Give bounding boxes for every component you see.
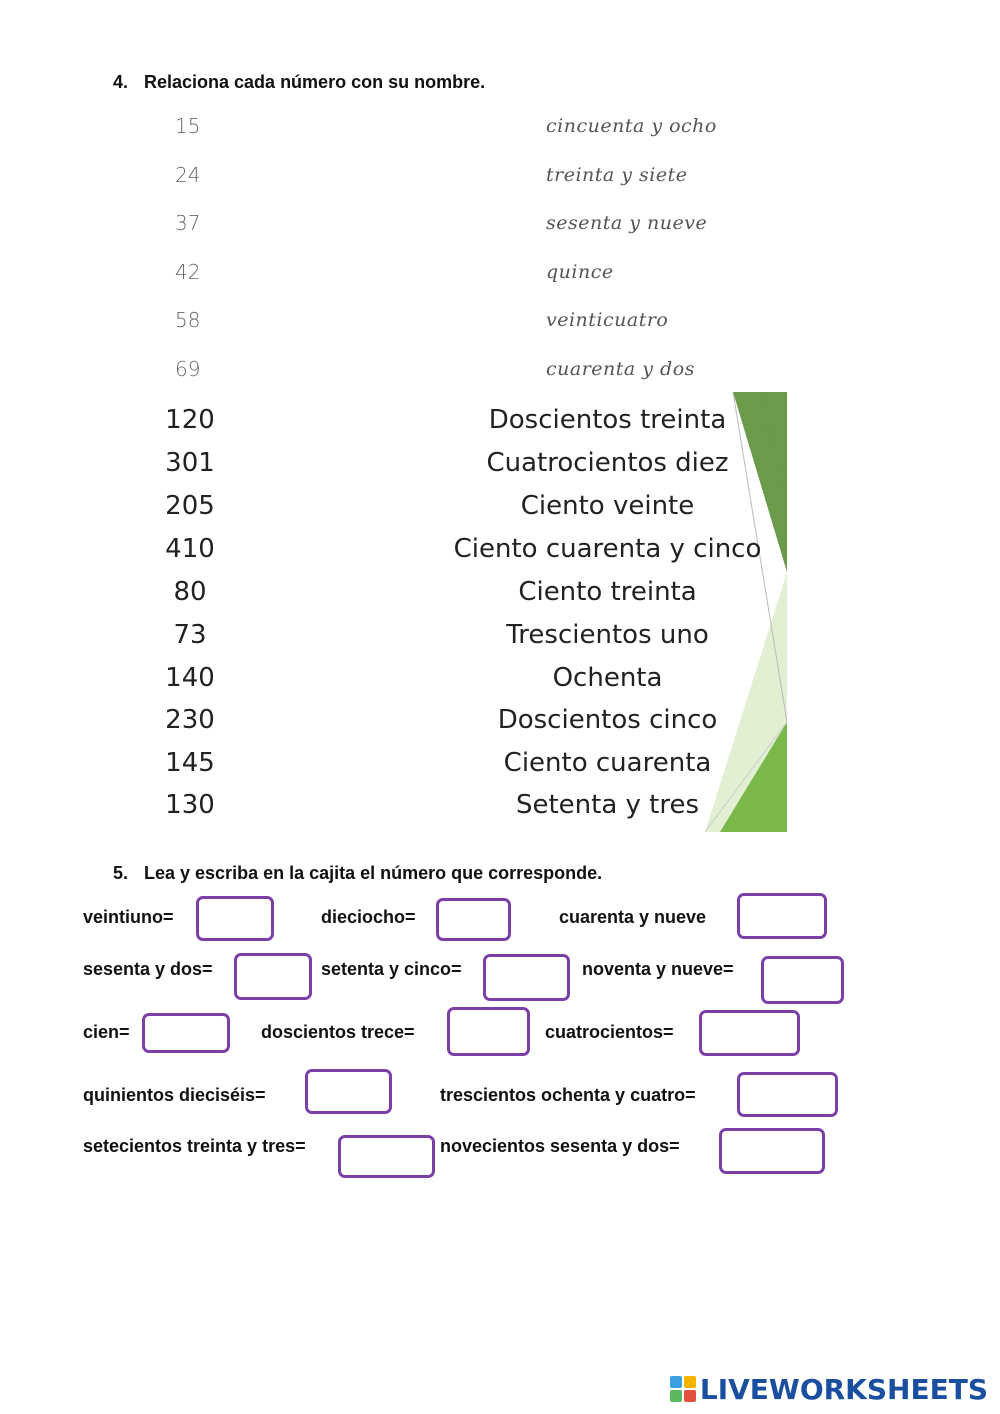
- answer-box-noventa-y-nueve[interactable]: [761, 956, 844, 1004]
- hw-word: treinta y siete: [546, 164, 688, 186]
- number-item: 230: [165, 705, 215, 735]
- exercise-4-heading: [113, 72, 485, 93]
- prompt-label: quinientos dieciséis=: [83, 1085, 266, 1105]
- hw-number: 69: [175, 357, 201, 381]
- word-item: Trescientos uno: [506, 620, 709, 650]
- word-item: Ciento cuarenta: [503, 748, 712, 778]
- answer-box-quinientos-dieciseis[interactable]: [305, 1069, 392, 1114]
- prompt-label: cuarenta y nueve: [559, 907, 707, 927]
- hw-word: veinticuatro: [546, 309, 669, 331]
- prompt-label: noventa y nueve=: [582, 959, 734, 979]
- hw-number: 42: [175, 260, 201, 284]
- number-item: 301: [165, 448, 215, 478]
- answer-box-cuarenta-y-nueve[interactable]: [737, 893, 827, 939]
- liveworksheets-logo-icon: [670, 1376, 696, 1402]
- number-item: 145: [165, 748, 215, 778]
- answer-box-doscientos-trece[interactable]: [447, 1007, 530, 1056]
- word-item: Doscientos cinco: [497, 705, 718, 735]
- word-item: Setenta y tres: [515, 790, 700, 820]
- answer-box-cien[interactable]: [142, 1013, 230, 1053]
- exercise-5-instruction: Lea y escriba en la cajita el número que corresponde.: [144, 863, 603, 883]
- answer-box-setenta-y-cinco[interactable]: [483, 954, 570, 1001]
- prompt-label: cien=: [83, 1022, 130, 1042]
- prompt-label: setecientos treinta y tres=: [83, 1136, 306, 1156]
- answer-box-cuatrocientos[interactable]: [699, 1010, 800, 1056]
- exercise-5-number: 5.: [113, 863, 129, 883]
- hw-number: 15: [175, 114, 201, 138]
- number-item: 130: [165, 790, 215, 820]
- prompt-label: trescientos ochenta y cuatro=: [440, 1085, 696, 1105]
- prompt-label: sesenta y dos=: [83, 959, 213, 979]
- exercise-4-number: 4.: [113, 72, 129, 92]
- number-item: 140: [165, 663, 215, 693]
- word-item: Doscientos treinta: [488, 405, 727, 435]
- exercise-5-heading: [113, 863, 602, 884]
- number-item: 410: [165, 534, 215, 564]
- prompt-label: cuatrocientos=: [545, 1022, 674, 1042]
- number-item: 73: [173, 620, 207, 650]
- number-item: 80: [173, 577, 207, 607]
- prompt-label: dieciocho=: [321, 907, 416, 927]
- prompt-label: veintiuno=: [83, 907, 174, 927]
- answer-box-sesenta-y-dos[interactable]: [234, 953, 312, 1000]
- prompt-label: doscientos trece=: [261, 1022, 415, 1042]
- answer-box-veintiuno[interactable]: [196, 896, 274, 941]
- exercise-4-instruction: Relaciona cada número con su nombre.: [144, 72, 486, 92]
- brand-watermark: [670, 1372, 988, 1406]
- hw-word: sesenta y nueve: [546, 212, 708, 234]
- answer-box-dieciocho[interactable]: [436, 898, 511, 941]
- hw-word: quince: [546, 261, 614, 283]
- prompt-label: setenta y cinco=: [321, 959, 462, 979]
- brand-name: LIVEWORKSHEETS: [699, 1372, 988, 1406]
- number-item: 120: [165, 405, 215, 435]
- hw-word: cincuenta y ocho: [546, 115, 717, 137]
- answer-box-novecientos-sesenta-y-dos[interactable]: [719, 1128, 825, 1174]
- prompt-label: novecientos sesenta y dos=: [440, 1136, 680, 1156]
- word-item: Ciento treinta: [518, 577, 697, 607]
- word-item: Cuatrocientos diez: [486, 448, 729, 478]
- word-item: Ciento cuarenta y cinco: [453, 534, 762, 564]
- hw-number: 37: [175, 211, 201, 235]
- answer-box-trescientos-ochenta-y-cuatro[interactable]: [737, 1072, 838, 1117]
- word-item: Ochenta: [552, 663, 663, 693]
- hw-number: 58: [175, 308, 201, 332]
- answer-box-setecientos-treinta-y-tres[interactable]: [338, 1135, 435, 1178]
- hw-word: cuarenta y dos: [546, 358, 695, 380]
- word-item: Ciento veinte: [520, 491, 695, 521]
- hw-number: 24: [175, 163, 201, 187]
- number-item: 205: [165, 491, 215, 521]
